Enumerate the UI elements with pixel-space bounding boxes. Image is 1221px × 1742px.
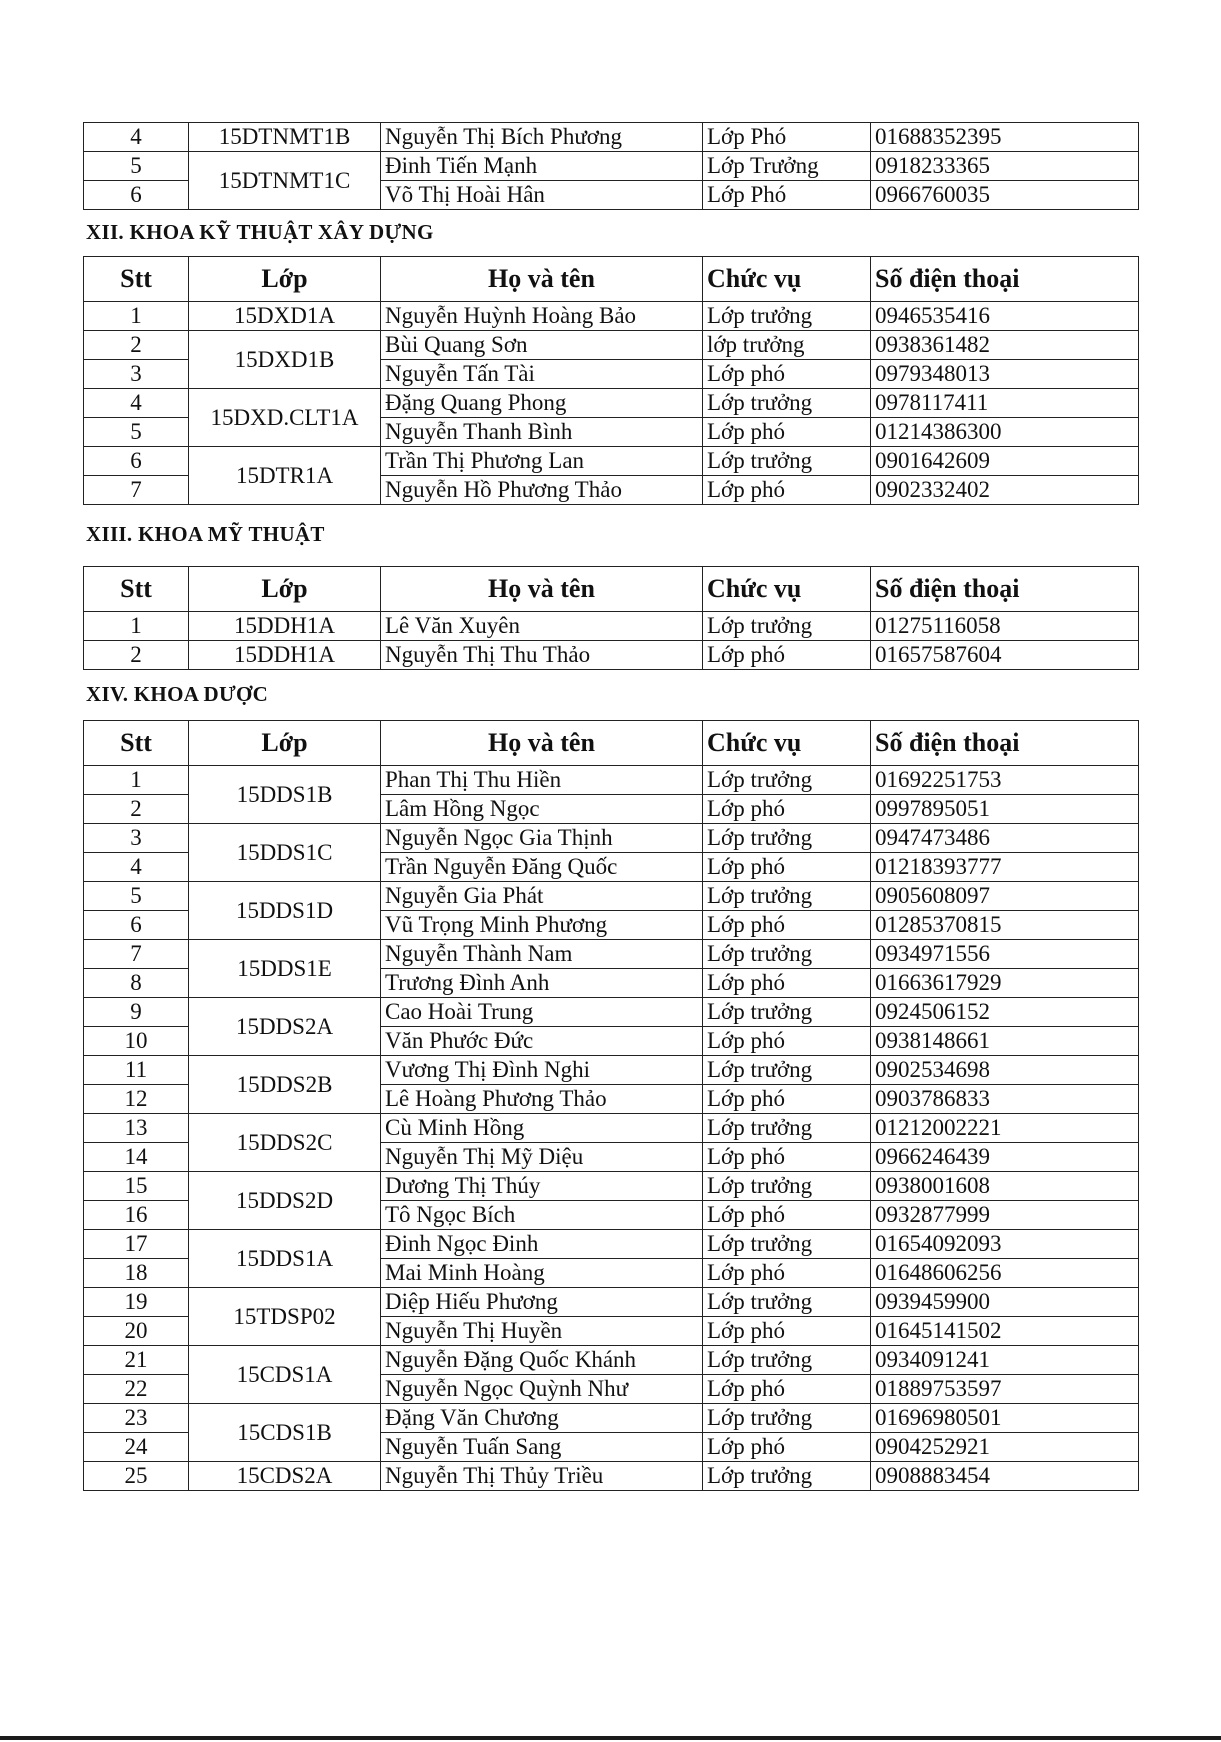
class-cell: 15DTNMT1B <box>189 123 381 152</box>
role-cell: Lớp trưởng <box>703 1462 871 1491</box>
phone-cell: 01654092093 <box>871 1230 1139 1259</box>
phone-cell: 0997895051 <box>871 795 1139 824</box>
table-row <box>84 1230 1139 1259</box>
phone-cell: 0978117411 <box>871 389 1139 418</box>
table-row <box>84 331 1139 360</box>
stt-cell: 7 <box>84 476 189 505</box>
table-xiii <box>83 566 1138 670</box>
phone-cell: 0966760035 <box>871 181 1139 210</box>
phone-cell: 01688352395 <box>871 123 1139 152</box>
stt-cell: 9 <box>84 998 189 1027</box>
name-cell: Đinh Ngọc Đinh <box>381 1230 703 1259</box>
name-cell: Nguyễn Ngọc Quỳnh Như <box>381 1375 703 1404</box>
role-cell: Lớp trưởng <box>703 1172 871 1201</box>
column-header-phone: Số điện thoại <box>871 567 1139 612</box>
table-row <box>84 766 1139 795</box>
class-cell: 15DDS2C <box>189 1114 381 1172</box>
column-header-stt: Stt <box>84 721 189 766</box>
stt-cell: 12 <box>84 1085 189 1114</box>
class-cell: 15DXD.CLT1A <box>189 389 381 447</box>
stt-cell: 18 <box>84 1259 189 1288</box>
scan-edge-line <box>0 1736 1221 1740</box>
table-row <box>84 447 1139 476</box>
column-header-phone: Số điện thoại <box>871 257 1139 302</box>
stt-cell: 2 <box>84 641 189 670</box>
column-header-name: Họ và tên <box>381 721 703 766</box>
table-xi-continued <box>83 122 1138 210</box>
table-row <box>84 1288 1139 1317</box>
stt-cell: 25 <box>84 1462 189 1491</box>
stt-cell: 20 <box>84 1317 189 1346</box>
class-cell: 15DDH1A <box>189 612 381 641</box>
stt-cell: 6 <box>84 447 189 476</box>
phone-cell: 0979348013 <box>871 360 1139 389</box>
phone-cell: 0901642609 <box>871 447 1139 476</box>
name-cell: Lê Văn Xuyên <box>381 612 703 641</box>
phone-cell: 0938361482 <box>871 331 1139 360</box>
stt-cell: 16 <box>84 1201 189 1230</box>
role-cell: Lớp trưởng <box>703 302 871 331</box>
name-cell: Dương Thị Thúy <box>381 1172 703 1201</box>
phone-cell: 01663617929 <box>871 969 1139 998</box>
table-row <box>84 152 1139 181</box>
stt-cell: 21 <box>84 1346 189 1375</box>
class-cell: 15DTNMT1C <box>189 152 381 210</box>
name-cell: Diệp Hiếu Phương <box>381 1288 703 1317</box>
name-cell: Võ Thị Hoài Hân <box>381 181 703 210</box>
phone-cell: 0938148661 <box>871 1027 1139 1056</box>
phone-cell: 0938001608 <box>871 1172 1139 1201</box>
phone-cell: 0902332402 <box>871 476 1139 505</box>
name-cell: Lâm Hồng Ngọc <box>381 795 703 824</box>
class-cell: 15DDS2D <box>189 1172 381 1230</box>
stt-cell: 1 <box>84 612 189 641</box>
section-heading-xii: XII. KHOA KỸ THUẬT XÂY DỰNG <box>86 220 434 244</box>
stt-cell: 8 <box>84 969 189 998</box>
table-row <box>84 1346 1139 1375</box>
phone-cell: 01657587604 <box>871 641 1139 670</box>
phone-cell: 0939459900 <box>871 1288 1139 1317</box>
name-cell: Nguyễn Thành Nam <box>381 940 703 969</box>
name-cell: Nguyễn Tấn Tài <box>381 360 703 389</box>
role-cell: Lớp phó <box>703 418 871 447</box>
role-cell: Lớp trưởng <box>703 1346 871 1375</box>
name-cell: Nguyễn Ngọc Gia Thịnh <box>381 824 703 853</box>
stt-cell: 6 <box>84 911 189 940</box>
role-cell: Lớp trưởng <box>703 389 871 418</box>
role-cell: Lớp phó <box>703 1375 871 1404</box>
class-cell: 15DXD1A <box>189 302 381 331</box>
phone-cell: 0905608097 <box>871 882 1139 911</box>
role-cell: Lớp phó <box>703 641 871 670</box>
role-cell: Lớp Phó <box>703 181 871 210</box>
column-header-name: Họ và tên <box>381 567 703 612</box>
role-cell: Lớp trưởng <box>703 882 871 911</box>
stt-cell: 19 <box>84 1288 189 1317</box>
table-row <box>84 824 1139 853</box>
class-cell: 15CDS2A <box>189 1462 381 1491</box>
name-cell: Lê Hoàng Phương Thảo <box>381 1085 703 1114</box>
role-cell: Lớp phó <box>703 1201 871 1230</box>
phone-cell: 01218393777 <box>871 853 1139 882</box>
role-cell: Lớp trưởng <box>703 1404 871 1433</box>
class-cell: 15DDS2B <box>189 1056 381 1114</box>
name-cell: Nguyễn Thị Mỹ Diệu <box>381 1143 703 1172</box>
table-header-row <box>84 567 1139 612</box>
class-officers-table <box>83 256 1139 505</box>
phone-cell: 0902534698 <box>871 1056 1139 1085</box>
role-cell: Lớp trưởng <box>703 940 871 969</box>
column-header-role: Chức vụ <box>703 257 871 302</box>
stt-cell: 1 <box>84 302 189 331</box>
class-cell: 15CDS1B <box>189 1404 381 1462</box>
role-cell: Lớp phó <box>703 1317 871 1346</box>
phone-cell: 01648606256 <box>871 1259 1139 1288</box>
role-cell: Lớp Trưởng <box>703 152 871 181</box>
phone-cell: 01645141502 <box>871 1317 1139 1346</box>
table-row <box>84 882 1139 911</box>
stt-cell: 13 <box>84 1114 189 1143</box>
column-header-stt: Stt <box>84 257 189 302</box>
table-row <box>84 940 1139 969</box>
name-cell: Vương Thị Đình Nghi <box>381 1056 703 1085</box>
phone-cell: 0934971556 <box>871 940 1139 969</box>
role-cell: Lớp phó <box>703 911 871 940</box>
column-header-class: Lớp <box>189 567 381 612</box>
table-xii <box>83 256 1138 505</box>
name-cell: Văn Phước Đức <box>381 1027 703 1056</box>
role-cell: Lớp phó <box>703 476 871 505</box>
name-cell: Trần Thị Phương Lan <box>381 447 703 476</box>
phone-cell: 0908883454 <box>871 1462 1139 1491</box>
stt-cell: 2 <box>84 795 189 824</box>
column-header-name: Họ và tên <box>381 257 703 302</box>
role-cell: Lớp phó <box>703 1433 871 1462</box>
name-cell: Cù Minh Hồng <box>381 1114 703 1143</box>
name-cell: Nguyễn Tuấn Sang <box>381 1433 703 1462</box>
name-cell: Đặng Văn Chương <box>381 1404 703 1433</box>
phone-cell: 0932877999 <box>871 1201 1139 1230</box>
role-cell: Lớp trưởng <box>703 1056 871 1085</box>
role-cell: Lớp trưởng <box>703 766 871 795</box>
role-cell: Lớp phó <box>703 1259 871 1288</box>
phone-cell: 01275116058 <box>871 612 1139 641</box>
column-header-class: Lớp <box>189 257 381 302</box>
role-cell: Lớp phó <box>703 1085 871 1114</box>
phone-cell: 0947473486 <box>871 824 1139 853</box>
class-cell: 15CDS1A <box>189 1346 381 1404</box>
stt-cell: 4 <box>84 853 189 882</box>
role-cell: Lớp trưởng <box>703 824 871 853</box>
phone-cell: 01214386300 <box>871 418 1139 447</box>
phone-cell: 0946535416 <box>871 302 1139 331</box>
role-cell: Lớp phó <box>703 360 871 389</box>
class-cell: 15DDS1E <box>189 940 381 998</box>
phone-cell: 01285370815 <box>871 911 1139 940</box>
column-header-class: Lớp <box>189 721 381 766</box>
stt-cell: 3 <box>84 360 189 389</box>
name-cell: Nguyễn Thị Thủy Triều <box>381 1462 703 1491</box>
stt-cell: 5 <box>84 418 189 447</box>
role-cell: Lớp trưởng <box>703 447 871 476</box>
role-cell: Lớp Phó <box>703 123 871 152</box>
table-row <box>84 998 1139 1027</box>
table-header-row <box>84 721 1139 766</box>
role-cell: Lớp trưởng <box>703 1114 871 1143</box>
class-cell: 15DDS1C <box>189 824 381 882</box>
name-cell: Tô Ngọc Bích <box>381 1201 703 1230</box>
name-cell: Nguyễn Đặng Quốc Khánh <box>381 1346 703 1375</box>
name-cell: Vũ Trọng Minh Phương <box>381 911 703 940</box>
role-cell: Lớp phó <box>703 853 871 882</box>
role-cell: Lớp phó <box>703 795 871 824</box>
class-officers-table <box>83 566 1139 670</box>
class-officers-table <box>83 720 1139 1491</box>
stt-cell: 3 <box>84 824 189 853</box>
stt-cell: 23 <box>84 1404 189 1433</box>
phone-cell: 0904252921 <box>871 1433 1139 1462</box>
role-cell: Lớp phó <box>703 1027 871 1056</box>
stt-cell: 1 <box>84 766 189 795</box>
class-cell: 15DDH1A <box>189 641 381 670</box>
table-body <box>84 766 1139 1491</box>
table-row <box>84 641 1139 670</box>
stt-cell: 17 <box>84 1230 189 1259</box>
name-cell: Bùi Quang Sơn <box>381 331 703 360</box>
phone-cell: 0934091241 <box>871 1346 1139 1375</box>
stt-cell: 2 <box>84 331 189 360</box>
role-cell: Lớp phó <box>703 969 871 998</box>
class-cell: 15DDS2A <box>189 998 381 1056</box>
table-row <box>84 1404 1139 1433</box>
stt-cell: 5 <box>84 882 189 911</box>
table-row <box>84 1462 1139 1491</box>
role-cell: lớp trưởng <box>703 331 871 360</box>
name-cell: Trần Nguyễn Đăng Quốc <box>381 853 703 882</box>
table-row <box>84 1172 1139 1201</box>
table-row <box>84 389 1139 418</box>
phone-cell: 01696980501 <box>871 1404 1139 1433</box>
name-cell: Nguyễn Thị Huyền <box>381 1317 703 1346</box>
name-cell: Cao Hoài Trung <box>381 998 703 1027</box>
name-cell: Nguyễn Thị Bích Phương <box>381 123 703 152</box>
stt-cell: 22 <box>84 1375 189 1404</box>
stt-cell: 24 <box>84 1433 189 1462</box>
class-cell: 15DDS1D <box>189 882 381 940</box>
column-header-role: Chức vụ <box>703 721 871 766</box>
name-cell: Đinh Tiến Mạnh <box>381 152 703 181</box>
table-row <box>84 302 1139 331</box>
role-cell: Lớp trưởng <box>703 612 871 641</box>
class-cell: 15DXD1B <box>189 331 381 389</box>
name-cell: Phan Thị Thu Hiền <box>381 766 703 795</box>
table-xiv <box>83 720 1138 1491</box>
class-cell: 15TDSP02 <box>189 1288 381 1346</box>
phone-cell: 0918233365 <box>871 152 1139 181</box>
class-cell: 15DDS1A <box>189 1230 381 1288</box>
stt-cell: 14 <box>84 1143 189 1172</box>
column-header-phone: Số điện thoại <box>871 721 1139 766</box>
name-cell: Nguyễn Gia Phát <box>381 882 703 911</box>
phone-cell: 0924506152 <box>871 998 1139 1027</box>
table-header-row <box>84 257 1139 302</box>
stt-cell: 7 <box>84 940 189 969</box>
phone-cell: 01692251753 <box>871 766 1139 795</box>
stt-cell: 10 <box>84 1027 189 1056</box>
name-cell: Trương Đình Anh <box>381 969 703 998</box>
column-header-stt: Stt <box>84 567 189 612</box>
section-heading-xiv: XIV. KHOA DƯỢC <box>86 682 269 706</box>
stt-cell: 5 <box>84 152 189 181</box>
phone-cell: 01212002221 <box>871 1114 1139 1143</box>
role-cell: Lớp phó <box>703 1143 871 1172</box>
name-cell: Nguyễn Hồ Phương Thảo <box>381 476 703 505</box>
stt-cell: 6 <box>84 181 189 210</box>
role-cell: Lớp trưởng <box>703 1230 871 1259</box>
table-row <box>84 1056 1139 1085</box>
class-cell: 15DTR1A <box>189 447 381 505</box>
stt-cell: 15 <box>84 1172 189 1201</box>
section-heading-xiii: XIII. KHOA MỸ THUẬT <box>86 522 325 546</box>
class-officers-table <box>83 122 1139 210</box>
table-row <box>84 123 1139 152</box>
name-cell: Nguyễn Thanh Bình <box>381 418 703 447</box>
name-cell: Nguyễn Thị Thu Thảo <box>381 641 703 670</box>
role-cell: Lớp trưởng <box>703 998 871 1027</box>
name-cell: Đặng Quang Phong <box>381 389 703 418</box>
phone-cell: 01889753597 <box>871 1375 1139 1404</box>
class-cell: 15DDS1B <box>189 766 381 824</box>
role-cell: Lớp trưởng <box>703 1288 871 1317</box>
stt-cell: 4 <box>84 123 189 152</box>
stt-cell: 4 <box>84 389 189 418</box>
table-row <box>84 1114 1139 1143</box>
phone-cell: 0966246439 <box>871 1143 1139 1172</box>
phone-cell: 0903786833 <box>871 1085 1139 1114</box>
table-row <box>84 612 1139 641</box>
stt-cell: 11 <box>84 1056 189 1085</box>
column-header-role: Chức vụ <box>703 567 871 612</box>
name-cell: Mai Minh Hoàng <box>381 1259 703 1288</box>
name-cell: Nguyễn Huỳnh Hoàng Bảo <box>381 302 703 331</box>
